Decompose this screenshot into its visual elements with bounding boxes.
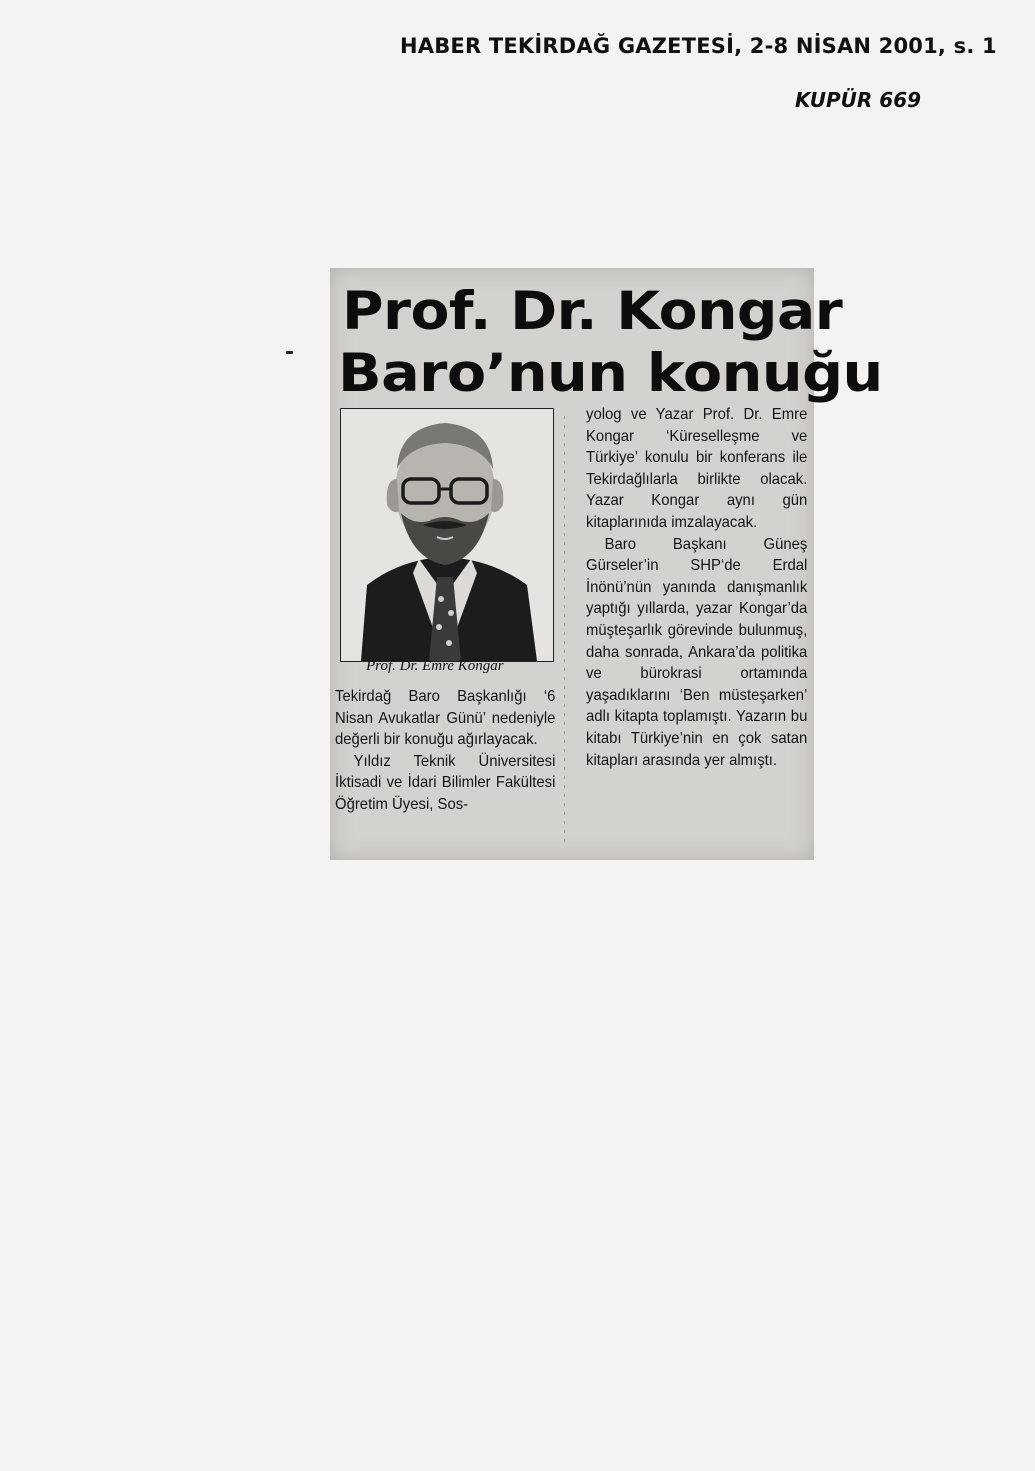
clipping-number: KUPÜR 669	[795, 88, 922, 112]
headline-line-2: Baro’nun konuğu	[338, 343, 883, 404]
article-column-left	[335, 686, 555, 816]
article-paragraph: yolog ve Yazar Prof. Dr. Emre Kongar ‘Küreselleşme ve Türkiye’ konulu bir konferans ile Tekirdağlılarla birlikte olacak. Yazar Kongar aynı gün kitaplarınıda imzalayacak.	[586, 406, 808, 531]
portrait-illustration	[341, 409, 553, 661]
headline-line-1: Prof. Dr. Kongar	[342, 281, 843, 342]
photo-caption: Prof. Dr. Emre Kongar	[366, 658, 504, 674]
article-paragraph: Baro Başkanı Güneş Gürseler’in SHP‘de Erdal İnönü’nün yanında danışmanlık yaptığı yıllarda, yazar Kongar’da müşteşarlık görevinde bulunmuş, daha sonrada, Ankara’da politika ve bürokrasi ortamında yaşadıklarını ‘Ben müsteşarken’ adlı kitapta toplamıştı. Yazarın bu kitabı Türkiye’nin en çok satan kitapları arasında yer almıştı.	[586, 535, 808, 769]
newspaper-clipping	[330, 268, 883, 860]
article-paragraph: Tekirdağ Baro Başkanlığı ‘6 Nisan Avukatlar Günü’ nedeniyle değerli bir konuğu ağırlayacak.	[335, 688, 556, 749]
newspaper-source-line: HABER TEKİRDAĞ GAZETESİ, 2-8 NİSAN 2001, s. 1	[400, 34, 997, 58]
portrait-photo	[340, 408, 554, 662]
article-paragraph: Yıldız Teknik Üniversitesi İktisadi ve İdari Bilimler Fakültesi Öğretim Üyesi, Sos-	[335, 752, 556, 813]
print-mark	[286, 351, 293, 354]
article-column-right	[586, 404, 807, 771]
column-divider	[564, 416, 565, 846]
